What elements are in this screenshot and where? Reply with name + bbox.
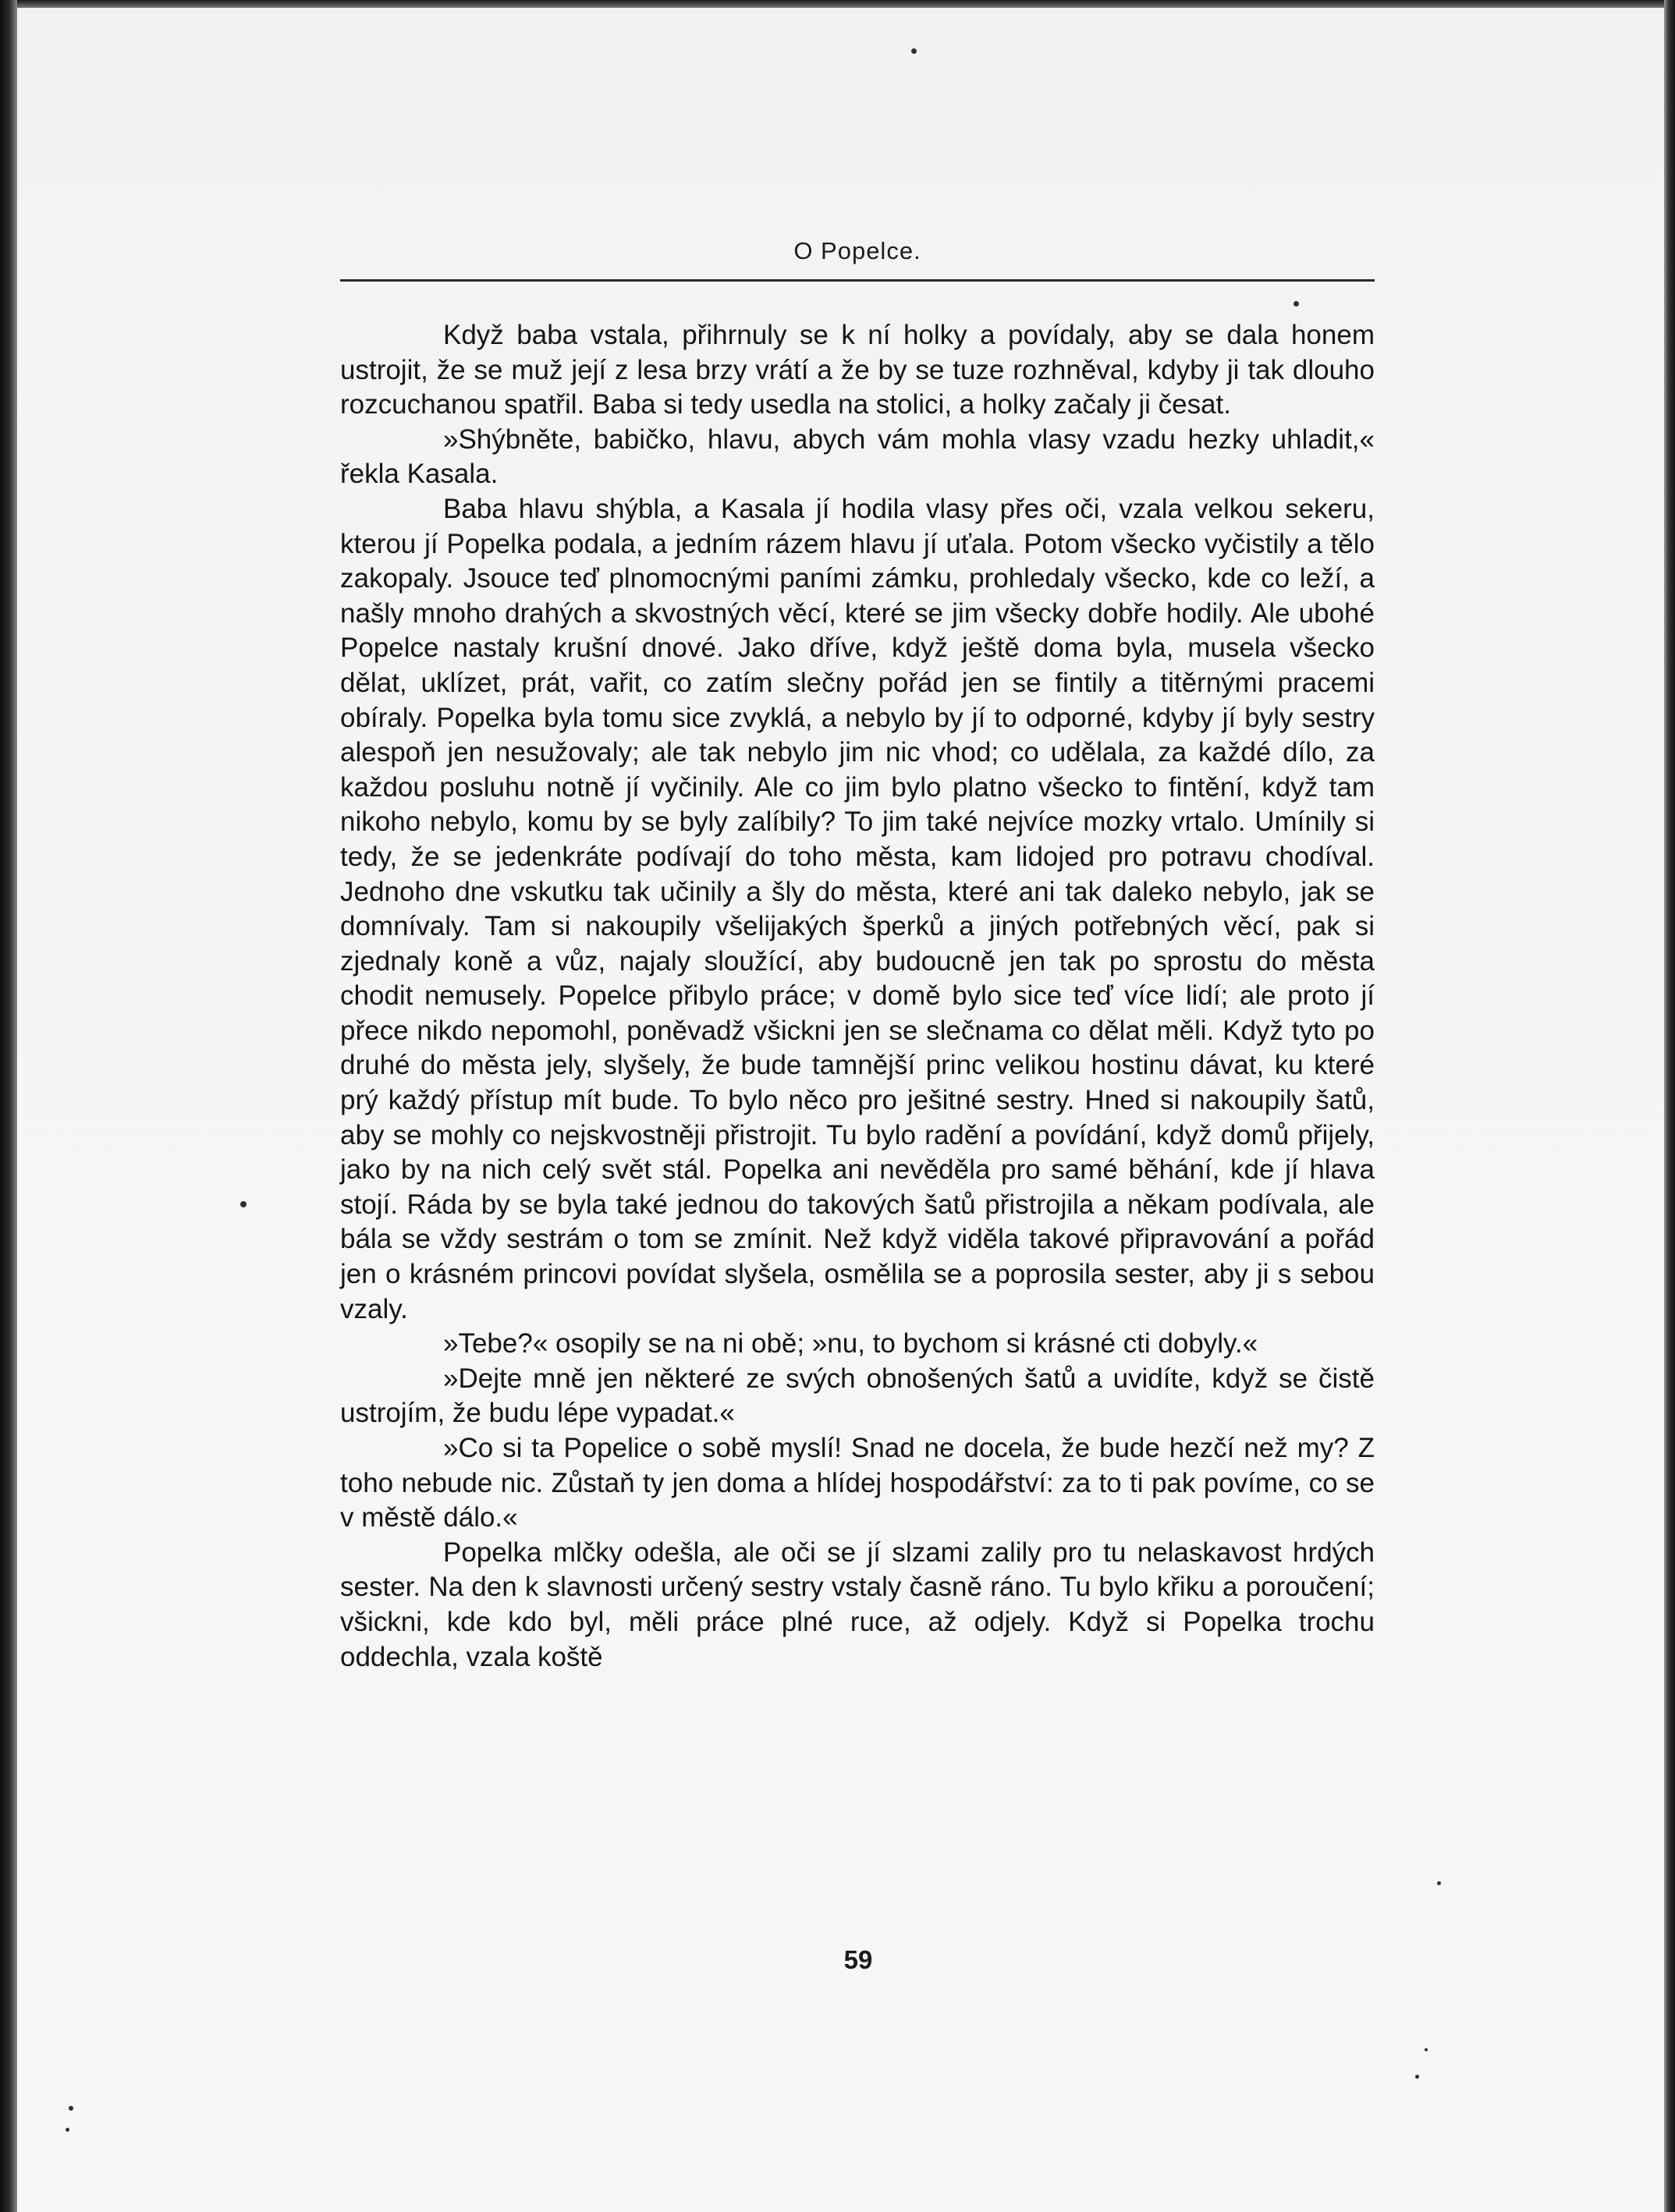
paragraph: »Dejte mně jen některé ze svých obnošených šatů a uvidíte, když se čistě ustrojím, že budu lépe vypadat.« [340,1363,1375,1429]
running-head: O Popelce. [793,237,921,264]
page-number: 59 [843,1945,873,1974]
paragraph: »Shýbněte, babičko, hlavu, abych vám mohla vlasy vzadu hezky uhladit,« řekla Kasala. [340,424,1375,490]
scan-speck [69,2106,73,2111]
scan-speck [240,1201,247,1207]
scan-speck [66,2128,69,2132]
scan-speck [1415,2075,1419,2079]
header-rule [340,279,1375,282]
scan-edge-left [0,0,17,2212]
scan-speck [1294,301,1299,307]
paragraph: Když baba vstala, přihrnuly se k ní holky a povídaly, aby se dala honem ustrojit, že se muž její z lesa brzy vrátí a že by se tuze rozhněval, kdyby ji tak dlouho rozcuchanou spatřil. Baba si tedy usedla na stolici, a holky začaly ji česat. [340,320,1375,420]
paragraph: Baba hlavu shýbla, a Kasala jí hodila vlasy přes oči, vzala velkou sekeru, kterou jí Popelka podala, a jedním rázem hlavu jí uťala. Potom všecko vyčistily a tělo zakopaly. Jsouce teď plnomocnými paními zámku, prohledaly všecko, kde co leží, a našly mnoho drahých a skvostných věcí, které se jim všecky dobře hodily. Ale ubohé Popelce nastaly krušní dnové. Jako dříve, když ještě doma byla, musela všecko dělat, uklízet, prát, vařit, co zatím slečny pořád jen se fintily a titěrnými pracemi obíraly. Popelka byla tomu sice zvyklá, a nebylo by jí to odporné, kdyby jí byly sestry alespoň jen nesužovaly; ale tak nebylo jim nic vhod; co udělala, za každé dílo, za každou posluhu notně jí vyčinily. Ale co jim bylo platno všecko to fintění, když tam nikoho nebylo, komu by se byly zalíbily? To jim také nejvíce mozky vrtalo. Umínily si tedy, že se jedenkráte podívají do toho města, kam lidojed pro potravu chodíval. Jednoho dne vskutku tak učinily a šly do města, které ani tak daleko nebylo, jak se domnívaly. Tam si nakoupily všelijakých šperků a jiných potřebných věcí, pak si zjednaly koně a vůz, najaly sloužící, aby budoucně jen tak po sprostu do města chodit nemusely. Popelce přibylo práce; v domě bylo sice teď více lidí; ale proto jí přece nikdo nepomohl, poněvadž všickni jen se slečnama co dělat měli. Když tyto po druhé do města jely, slyšely, že bude tamnější princ velikou hostinu dávat, ku které prý každý přístup mít bude. To bylo něco pro ješitné sestry. Hned si nakoupily šatů, aby se mohly co nejskvostněji přistrojit. Tu bylo radění a povídání, když domů přijely, jako by na nich celý svět stál. Popelka ani nevěděla pro samé běhání, kde jí hlava stojí. Ráda by se byla také jednou do takových šatů přistrojila a někam podívala, ale bála se vždy sestrám o tom se zmínit. Než když viděla takové připravování a pořád jen o krásném princovi povídat slyšela, osmělila se a poprosila sester, aby ji s sebou vzaly. [340,493,1375,1324]
paragraph: »Tebe?« osopily se na ni obě; »nu, to bychom si krásné cti dobyly.« [443,1328,1258,1359]
paragraph: Popelka mlčky odešla, ale oči se jí slzami zalily pro tu nelaskavost hrdých sester. Na den k slavnosti určený sestry vstaly časně ráno. Tu bylo křiku a poroučení; všickni, kde kdo byl, měli práce plné ruce, až odjely. Když si Popelka trochu oddechla, vzala koště [340,1537,1375,1672]
scan-speck [1437,1881,1441,1885]
scan-speck [1425,2048,1428,2051]
scan-edge-right [1664,0,1675,2212]
paragraph: »Co si ta Popelice o sobě myslí! Snad ne docela, že bude hezčí než my? Z toho nebude nic. Zůstaň ty jen doma a hlídej hospodářství: za to ti pak povíme, co se v městě dálo.« [340,1433,1375,1533]
body-text [340,318,1375,1675]
scan-speck [911,48,917,54]
scan-edge-top [0,0,1675,8]
